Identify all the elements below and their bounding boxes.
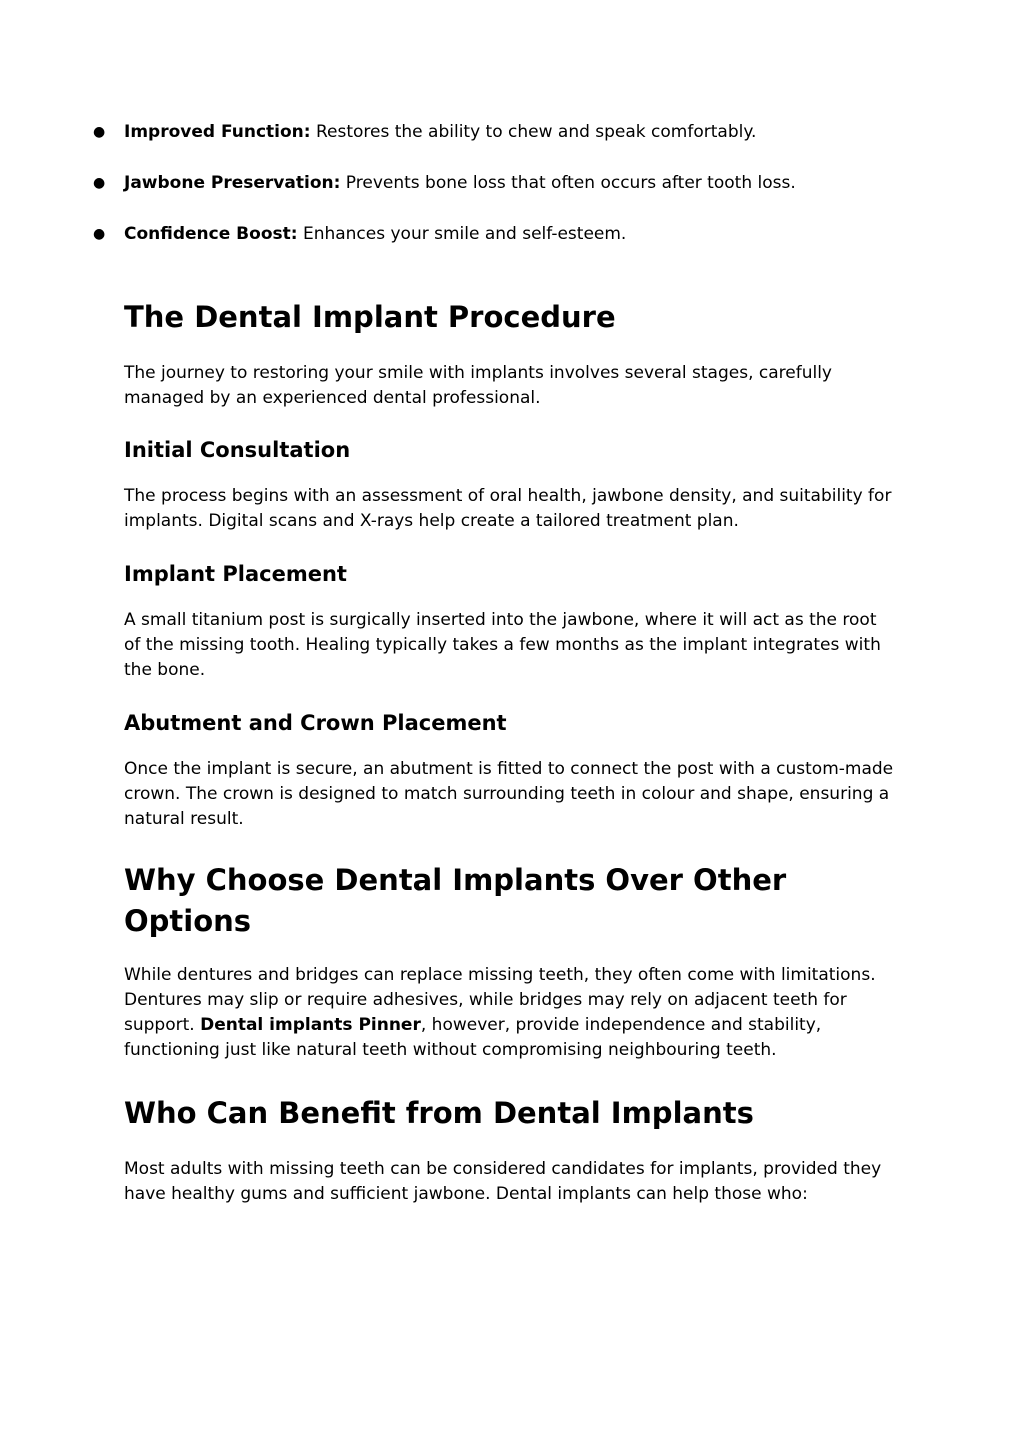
who-paragraph: Most adults with missing teeth can be considered candidates for implants, provided they have healthy gums and sufficient jawbone. Dental implants can help those who: (124, 1159, 882, 1204)
step-heading-consultation: Initial Consultation (124, 438, 351, 462)
why-bold-text: Dental implants Pinner (200, 1015, 421, 1035)
list-item-label: Jawbone Preservation: (124, 173, 341, 193)
who-heading: Who Can Benefit from Dental Implants (124, 1096, 754, 1130)
step-heading-crown: Abutment and Crown Placement (124, 711, 507, 735)
bullet-icon: ● (93, 175, 106, 191)
list-item-text: Prevents bone loss that often occurs after tooth loss. (340, 173, 796, 193)
step-text-placement: A small titanium post is surgically inserted into the jawbone, where it will act as the root of the missing tooth. Healing typically takes a few months as the implant integrates with the bone. (124, 610, 881, 680)
benefits-list (93, 120, 894, 247)
step-text-consultation: The process begins with an assessment of oral health, jawbone density, and suitability for implants. Digital scans and X-rays help create a tailored treatment plan. (124, 486, 892, 531)
procedure-intro: The journey to restoring your smile with implants involves several stages, carefully managed by an experienced dental professional. (124, 363, 832, 408)
step-heading-placement: Implant Placement (124, 562, 347, 586)
list-item (63, 171, 894, 196)
bullet-icon: ● (93, 124, 106, 140)
list-item-text: Enhances your smile and self-esteem. (297, 224, 627, 244)
procedure-heading: The Dental Implant Procedure (124, 300, 616, 334)
list-item-label: Confidence Boost: (124, 224, 298, 244)
document-content (93, 120, 894, 1207)
step-text-crown: Once the implant is secure, an abutment is fitted to connect the post with a custom-made crown. The crown is designed to match surrounding teeth in colour and shape, ensuring a natural result. (124, 759, 894, 829)
list-item-text: Restores the ability to chew and speak comfortably. (310, 122, 757, 142)
why-paragraph (124, 963, 894, 1063)
why-text-start: While dentures and bridges can replace missing teeth, they often come with limitations. Dentures may slip or require adhesives, while bridges may rely on adjacent teeth for support. (124, 965, 876, 1035)
list-item (63, 120, 894, 145)
list-item-label: Improved Function: (124, 122, 311, 142)
list-item (63, 222, 894, 247)
bullet-icon: ● (93, 226, 106, 242)
why-text-end: , however, provide independence and stability, functioning just like natural teeth without compromising neighbouring teeth. (124, 1015, 822, 1060)
why-heading: Why Choose Dental Implants Over Other Options (124, 863, 787, 938)
